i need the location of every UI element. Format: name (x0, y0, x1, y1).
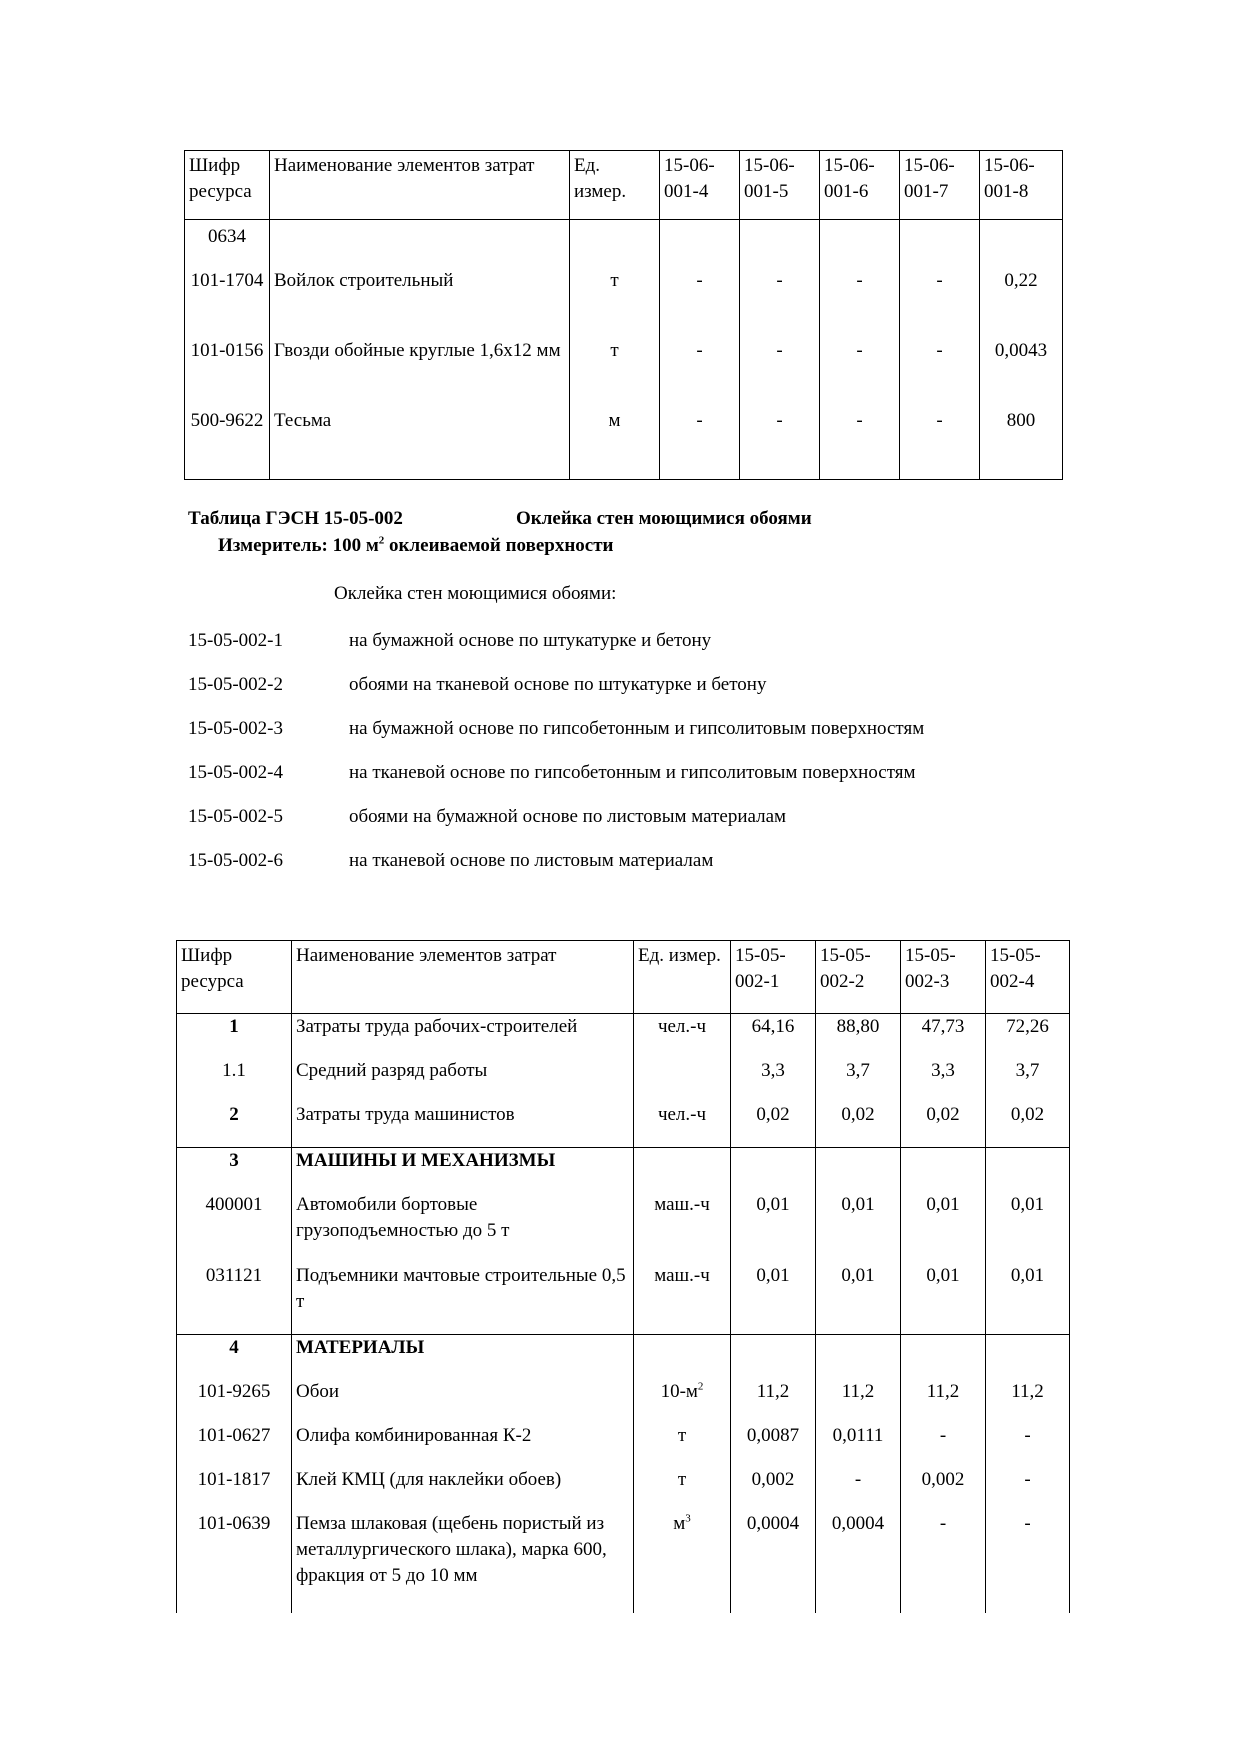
cell-value: 0,02 (731, 1102, 816, 1148)
cell-code: 3 (177, 1148, 292, 1192)
item-text: на бумажной основе по гипсобетонным и гипсолитовым поверхностям (349, 718, 925, 739)
cell-code: 1 (177, 1014, 292, 1058)
item-code: 15-05-002-5 (188, 806, 283, 827)
cell-unit: м (570, 404, 660, 480)
cell-value (980, 220, 1063, 264)
cell-value (986, 1148, 1070, 1192)
measure-line (218, 533, 614, 559)
item-code: 15-05-002-3 (188, 718, 283, 739)
cell-name: Обои (292, 1379, 634, 1423)
cell-name: Гвозди обойные круглые 1,6х12 мм (270, 334, 570, 404)
cell-value: 0,01 (986, 1192, 1070, 1263)
header-col-2: 15-05-002-2 (816, 941, 901, 1014)
table-row (177, 1511, 1070, 1613)
item-code: 15-05-002-6 (188, 850, 283, 871)
cell-value (740, 220, 820, 264)
cell-value (731, 1148, 816, 1192)
cell-value: 0,02 (901, 1102, 986, 1148)
cell-value: 64,16 (731, 1014, 816, 1058)
cell-value: 0,0111 (816, 1423, 901, 1467)
cell-value: 0,01 (901, 1192, 986, 1263)
table-row-section (177, 1335, 1070, 1379)
cell-value: 11,2 (816, 1379, 901, 1423)
cell-name: Автомобили бортовые грузоподъемностью до 5 т (292, 1192, 634, 1263)
table-label: Таблица ГЭСН 15-05-002 (188, 508, 403, 529)
table-title: Оклейка стен моющимися обоями (516, 508, 812, 529)
unit-text: м (673, 1512, 686, 1534)
unit-sup: 3 (685, 1512, 691, 1525)
cell-value: - (660, 264, 740, 334)
cell-value: 0,002 (901, 1467, 986, 1511)
cell-unit (634, 1379, 731, 1423)
cell-code: 400001 (177, 1192, 292, 1263)
cell-name: Затраты труда машинистов (292, 1102, 634, 1148)
cell-value: - (820, 404, 900, 480)
resource-table-15-05-002 (176, 940, 1070, 1613)
cell-unit: чел.-ч (634, 1014, 731, 1058)
cell-value: - (901, 1423, 986, 1467)
cell-value: 0,02 (816, 1102, 901, 1148)
table-row (177, 1423, 1070, 1467)
header-col-4: 15-05-002-4 (986, 941, 1070, 1014)
cell-name: Олифа комбинированная К-2 (292, 1423, 634, 1467)
cell-name: Затраты труда рабочих-строителей (292, 1014, 634, 1058)
item-code: 15-05-002-4 (188, 762, 283, 783)
cell-code: 031121 (177, 1263, 292, 1335)
cell-unit (634, 1511, 731, 1613)
item-text: на тканевой основе по листовым материалам (349, 850, 714, 871)
measure-prefix: Измеритель: 100 м (218, 535, 379, 556)
cell-unit (634, 1058, 731, 1102)
cell-value: - (986, 1467, 1070, 1511)
cell-unit: маш.-ч (634, 1263, 731, 1335)
cell-value (816, 1148, 901, 1192)
header-col-4: 15-06-001-7 (900, 151, 980, 220)
cell-unit: т (570, 334, 660, 404)
section-intro: Оклейка стен моющимися обоями: (334, 583, 617, 604)
cell-code: 101-0627 (177, 1423, 292, 1467)
header-col-5: 15-06-001-8 (980, 151, 1063, 220)
table-row (185, 264, 1063, 334)
table-row (177, 1058, 1070, 1102)
item-code: 15-05-002-1 (188, 630, 283, 651)
cell-value: 11,2 (731, 1379, 816, 1423)
cell-unit (570, 220, 660, 264)
header-unit: Ед. измер. (634, 941, 731, 1014)
cell-value: 72,26 (986, 1014, 1070, 1058)
cell-value: 0,002 (731, 1467, 816, 1511)
cell-name: МАШИНЫ И МЕХАНИЗМЫ (292, 1148, 634, 1192)
cell-value: 0,01 (986, 1263, 1070, 1335)
cell-value: 88,80 (816, 1014, 901, 1058)
item-text: на тканевой основе по гипсобетонным и гипсолитовым поверхностям (349, 762, 916, 783)
cell-name: Подъемники мачтовые строительные 0,5 т (292, 1263, 634, 1335)
cell-value: 0,01 (731, 1263, 816, 1335)
cell-value: - (816, 1467, 901, 1511)
measure-suffix: оклеиваемой поверхности (384, 535, 614, 556)
cell-value: - (820, 334, 900, 404)
cell-code: 101-9265 (177, 1379, 292, 1423)
cell-value: 3,3 (731, 1058, 816, 1102)
measure-sup: 2 (378, 534, 385, 547)
cell-value: - (900, 404, 980, 480)
cell-value: - (660, 404, 740, 480)
cell-value: 0,01 (816, 1192, 901, 1263)
cell-code: 101-0639 (177, 1511, 292, 1613)
cell-code: 101-1817 (177, 1467, 292, 1511)
header-col-1: 15-06-001-4 (660, 151, 740, 220)
cell-unit: т (634, 1467, 731, 1511)
cell-name: Войлок строительный (270, 264, 570, 334)
cell-value (901, 1335, 986, 1379)
cell-unit: т (634, 1423, 731, 1467)
cell-value (901, 1148, 986, 1192)
cell-value: 3,3 (901, 1058, 986, 1102)
cell-value: 0,0004 (816, 1511, 901, 1613)
cell-code: 4 (177, 1335, 292, 1379)
header-col-1: 15-05-002-1 (731, 941, 816, 1014)
cell-value (660, 220, 740, 264)
table-header-row (185, 151, 1063, 220)
table-row (185, 334, 1063, 404)
unit-text: 10-м (660, 1380, 698, 1402)
cell-value: 47,73 (901, 1014, 986, 1058)
cell-name: Тесьма (270, 404, 570, 480)
header-unit: Ед. измер. (570, 151, 660, 220)
cell-value: 11,2 (986, 1379, 1070, 1423)
cell-unit (634, 1335, 731, 1379)
cell-value: - (820, 264, 900, 334)
cell-value: 0,01 (731, 1192, 816, 1263)
header-name: Наименование элементов затрат (292, 941, 634, 1014)
header-col-3: 15-06-001-6 (820, 151, 900, 220)
table-row (177, 1467, 1070, 1511)
cell-value: 0,0004 (731, 1511, 816, 1613)
cell-value: 0,0043 (980, 334, 1063, 404)
table-row (177, 1263, 1070, 1335)
table-row-section (177, 1148, 1070, 1192)
table-row (185, 404, 1063, 480)
cell-value: - (986, 1423, 1070, 1467)
header-name: Наименование элементов затрат (270, 151, 570, 220)
cell-value (731, 1335, 816, 1379)
header-col-2: 15-06-001-5 (740, 151, 820, 220)
cell-code: 2 (177, 1102, 292, 1148)
cell-code: 101-0156 (185, 334, 270, 404)
cell-value: 0,22 (980, 264, 1063, 334)
cell-value: - (740, 404, 820, 480)
table-row (177, 1102, 1070, 1148)
table-header-row (177, 941, 1070, 1014)
cell-unit: чел.-ч (634, 1102, 731, 1148)
resource-table-15-06-001 (184, 150, 1063, 480)
cell-value: 3,7 (816, 1058, 901, 1102)
item-text: обоями на тканевой основе по штукатурке и бетону (349, 674, 767, 695)
cell-value: 0,02 (986, 1102, 1070, 1148)
cell-value: 0,0087 (731, 1423, 816, 1467)
header-code: Шифр ресурса (177, 941, 292, 1014)
cell-code: 500-9622 (185, 404, 270, 480)
cell-value: - (901, 1511, 986, 1613)
cell-code: 1.1 (177, 1058, 292, 1102)
cell-value (820, 220, 900, 264)
table-row (177, 1192, 1070, 1263)
cell-value: 11,2 (901, 1379, 986, 1423)
cell-unit: маш.-ч (634, 1192, 731, 1263)
cell-value: - (900, 264, 980, 334)
cell-value: 0,01 (901, 1263, 986, 1335)
unit-sup: 2 (697, 1380, 704, 1393)
cell-name: Средний разряд работы (292, 1058, 634, 1102)
cell-value: - (900, 334, 980, 404)
cell-value (816, 1335, 901, 1379)
cell-name (270, 220, 570, 264)
cell-value: - (986, 1511, 1070, 1613)
header-code: Шифр ресурса (185, 151, 270, 220)
cell-value: 800 (980, 404, 1063, 480)
cell-value: - (740, 334, 820, 404)
table-row (185, 220, 1063, 264)
table-row (177, 1014, 1070, 1058)
header-col-3: 15-05-002-3 (901, 941, 986, 1014)
cell-code: 101-1704 (185, 264, 270, 334)
cell-value: 3,7 (986, 1058, 1070, 1102)
cell-code: 0634 (185, 220, 270, 264)
cell-unit (634, 1148, 731, 1192)
cell-value: - (660, 334, 740, 404)
item-text: обоями на бумажной основе по листовым материалам (349, 806, 787, 827)
item-text: на бумажной основе по штукатурке и бетону (349, 630, 712, 651)
cell-name: Пемза шлаковая (щебень пористый из металлургического шлака), марка 600, фракция от 5 до 10 мм (292, 1511, 634, 1613)
cell-value (986, 1335, 1070, 1379)
cell-value: - (740, 264, 820, 334)
cell-name: МАТЕРИАЛЫ (292, 1335, 634, 1379)
cell-name: Клей КМЦ (для наклейки обоев) (292, 1467, 634, 1511)
item-code: 15-05-002-2 (188, 674, 283, 695)
table-row (177, 1379, 1070, 1423)
cell-value: 0,01 (816, 1263, 901, 1335)
cell-unit: т (570, 264, 660, 334)
cell-value (900, 220, 980, 264)
